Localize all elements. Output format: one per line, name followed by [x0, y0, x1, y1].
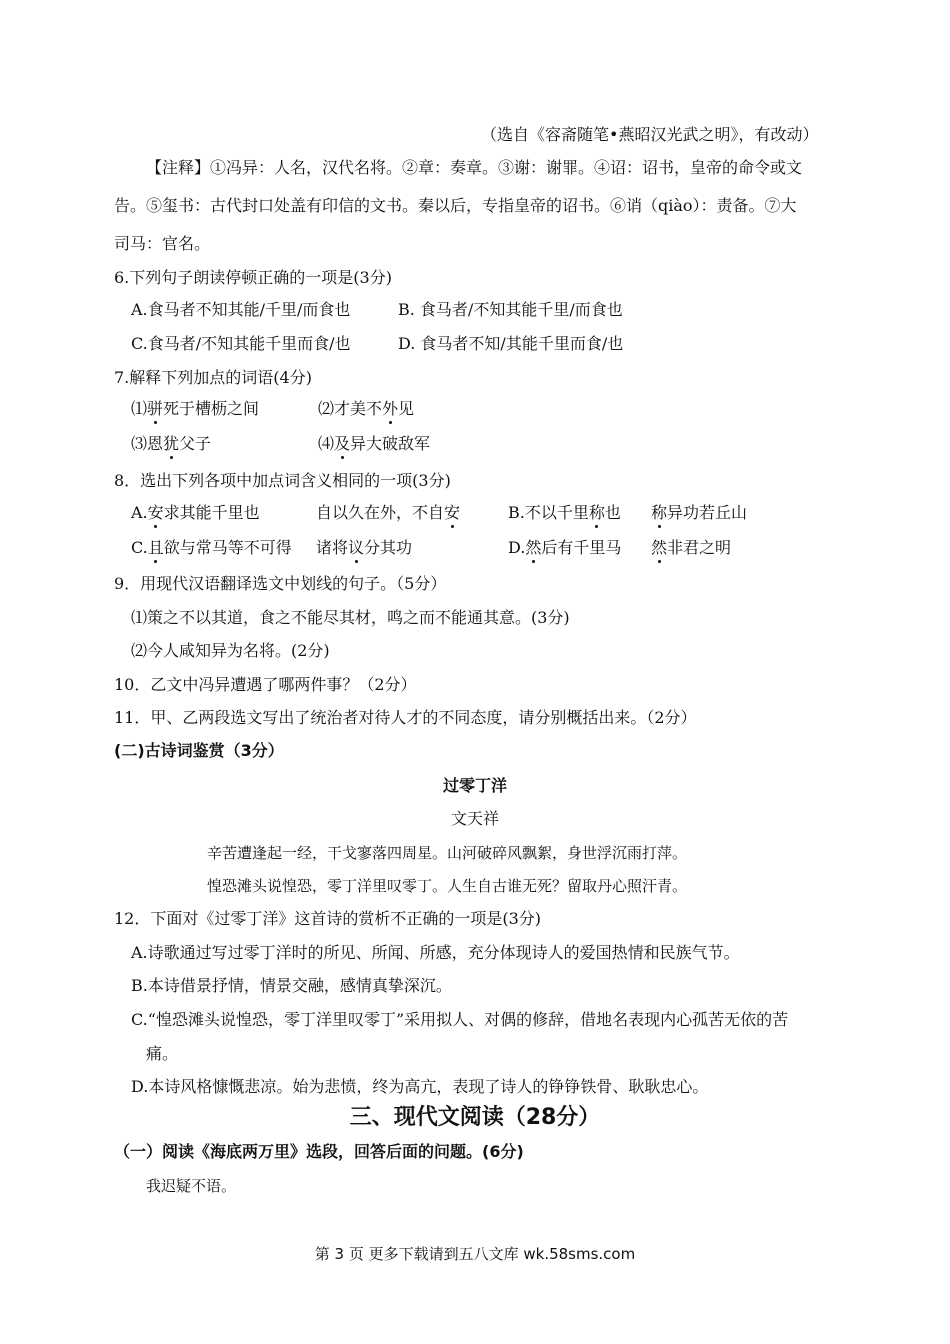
dotted-word: 且 — [147, 538, 164, 557]
q12-option-b: B.本诗借景抒情，情景交融，感情真挚深沉。 — [131, 976, 452, 995]
q12-stem: 12．下面对《过零丁洋》这首诗的赏析不正确的一项是(3分) — [114, 909, 542, 928]
q12-option-d: D.本诗风格慷慨悲凉。始为悲愤，终为高亢，表现了诗人的铮铮铁骨、耿耿忠心。 — [131, 1077, 709, 1096]
q8-option-b-first: B.不以千里称也 — [508, 503, 621, 522]
q12-option-c-line2: 痛。 — [146, 1044, 179, 1063]
passage-first-line: 我迟疑不语。 — [146, 1177, 237, 1195]
poem-line-1: 辛苦遭逢起一经，干戈寥落四周星。山河破碎风飘絮，身世浮沉雨打萍。 — [207, 844, 688, 862]
q12-option-a: A.诗歌通过写过零丁洋时的所见、所闻、所感，充分体现诗人的爱国热情和民族气节。 — [131, 943, 740, 962]
notes-line-1: 【注释】①冯异：人名，汉代名将。②章：奏章。③谢：谢罪。④诏：诏书，皇帝的命令或文 — [146, 158, 803, 177]
q11: 11．甲、乙两段选文写出了统治者对待人才的不同态度，请分别概括出来。（2分） — [114, 708, 697, 727]
dotted-word: 称 — [588, 503, 605, 522]
q8-option-d-second: 然非君之明 — [651, 538, 732, 557]
q6-option-d: D. 食马者不知/其能千里而食/也 — [398, 334, 624, 353]
q7-item-2: ⑵才美不外见 — [318, 399, 415, 418]
q8-option-a-second: 自以久在外，不自安 — [316, 503, 461, 522]
q8-option-d-first: D.然后有千里马 — [508, 538, 622, 557]
dotted-word: 安 — [147, 503, 164, 522]
dotted-word: 骈 — [147, 399, 164, 418]
q8-stem: 8．选出下列各项中加点词含义相同的一项(3分) — [114, 471, 451, 490]
q9-sentence-1: ⑴策之不以其道，食之不能尽其材，鸣之而不能通其意。(3分) — [131, 608, 570, 627]
section-poetry-heading: (二)古诗词鉴赏（3分） — [114, 741, 284, 760]
dotted-word: 及 — [334, 434, 351, 453]
q7-item-4: ⑷及异大破敌军 — [318, 434, 431, 453]
q9-sentence-2: ⑵今人咸知异为名将。(2分) — [131, 641, 330, 660]
q6-option-c: C.食马者/不知其能千里而食/也 — [131, 334, 351, 353]
poem-title: 过零丁洋 — [442, 776, 507, 795]
dotted-word: 议 — [348, 538, 365, 557]
dotted-word: 称 — [651, 503, 668, 522]
q8-option-b-second: 称异功若丘山 — [651, 503, 748, 522]
dotted-word: 然 — [651, 538, 668, 557]
subsection-reading-heading: （一）阅读《海底两万里》选段，回答后面的问题。(6分) — [114, 1142, 524, 1161]
q7-item-1: ⑴骈死于槽枥之间 — [131, 399, 260, 418]
poem-line-2: 惶恐滩头说惶恐，零丁洋里叹零丁。人生自古谁无死？留取丹心照汗青。 — [207, 877, 688, 895]
q7-stem: 7.解释下列加点的词语(4分) — [114, 368, 312, 387]
dotted-word: 犹 — [163, 434, 180, 453]
q7-item-3: ⑶恩犹父子 — [131, 434, 212, 453]
source-citation: （选自《容斋随笔•燕昭汉光武之明》，有改动） — [481, 125, 819, 144]
q6-stem: 6.下列句子朗读停顿正确的一项是(3分) — [114, 268, 392, 287]
q6-option-a: A.食马者不知其能/千里/而食也 — [131, 300, 351, 319]
q6-option-b: B. 食马者/不知其能千里/而食也 — [398, 300, 623, 319]
q8-option-c-second: 诸将议分其功 — [316, 538, 413, 557]
dotted-word: 外 — [382, 399, 399, 418]
q8-option-c-first: C.且欲与常马等不可得 — [131, 538, 292, 557]
dotted-word: 然 — [525, 538, 542, 557]
q9-stem: 9．用现代汉语翻译选文中划线的句子。（5分） — [114, 574, 447, 593]
poem-author: 文天祥 — [450, 809, 499, 828]
q8-option-a-first: A.安求其能千里也 — [131, 503, 260, 522]
notes-line-3: 司马：官名。 — [114, 234, 211, 253]
q10: 10．乙文中冯异遭遇了哪两件事？（2分） — [114, 675, 417, 694]
section-modern-heading: 三、现代文阅读（28分） — [349, 1105, 601, 1130]
page-footer: 第 3 页 更多下载请到五八文库 wk.58sms.com — [314, 1245, 636, 1263]
notes-line-2: 告。⑤玺书：古代封口处盖有印信的文书。秦以后，专指皇帝的诏书。⑥诮（qiào）：责备。⑦大 — [114, 196, 797, 215]
q12-option-c-line1: C.“惶恐滩头说惶恐，零丁洋里叹零丁”采用拟人、对偶的修辞，借地名表现内心孤苦无依的苦 — [131, 1010, 789, 1029]
dotted-word: 安 — [444, 503, 461, 522]
